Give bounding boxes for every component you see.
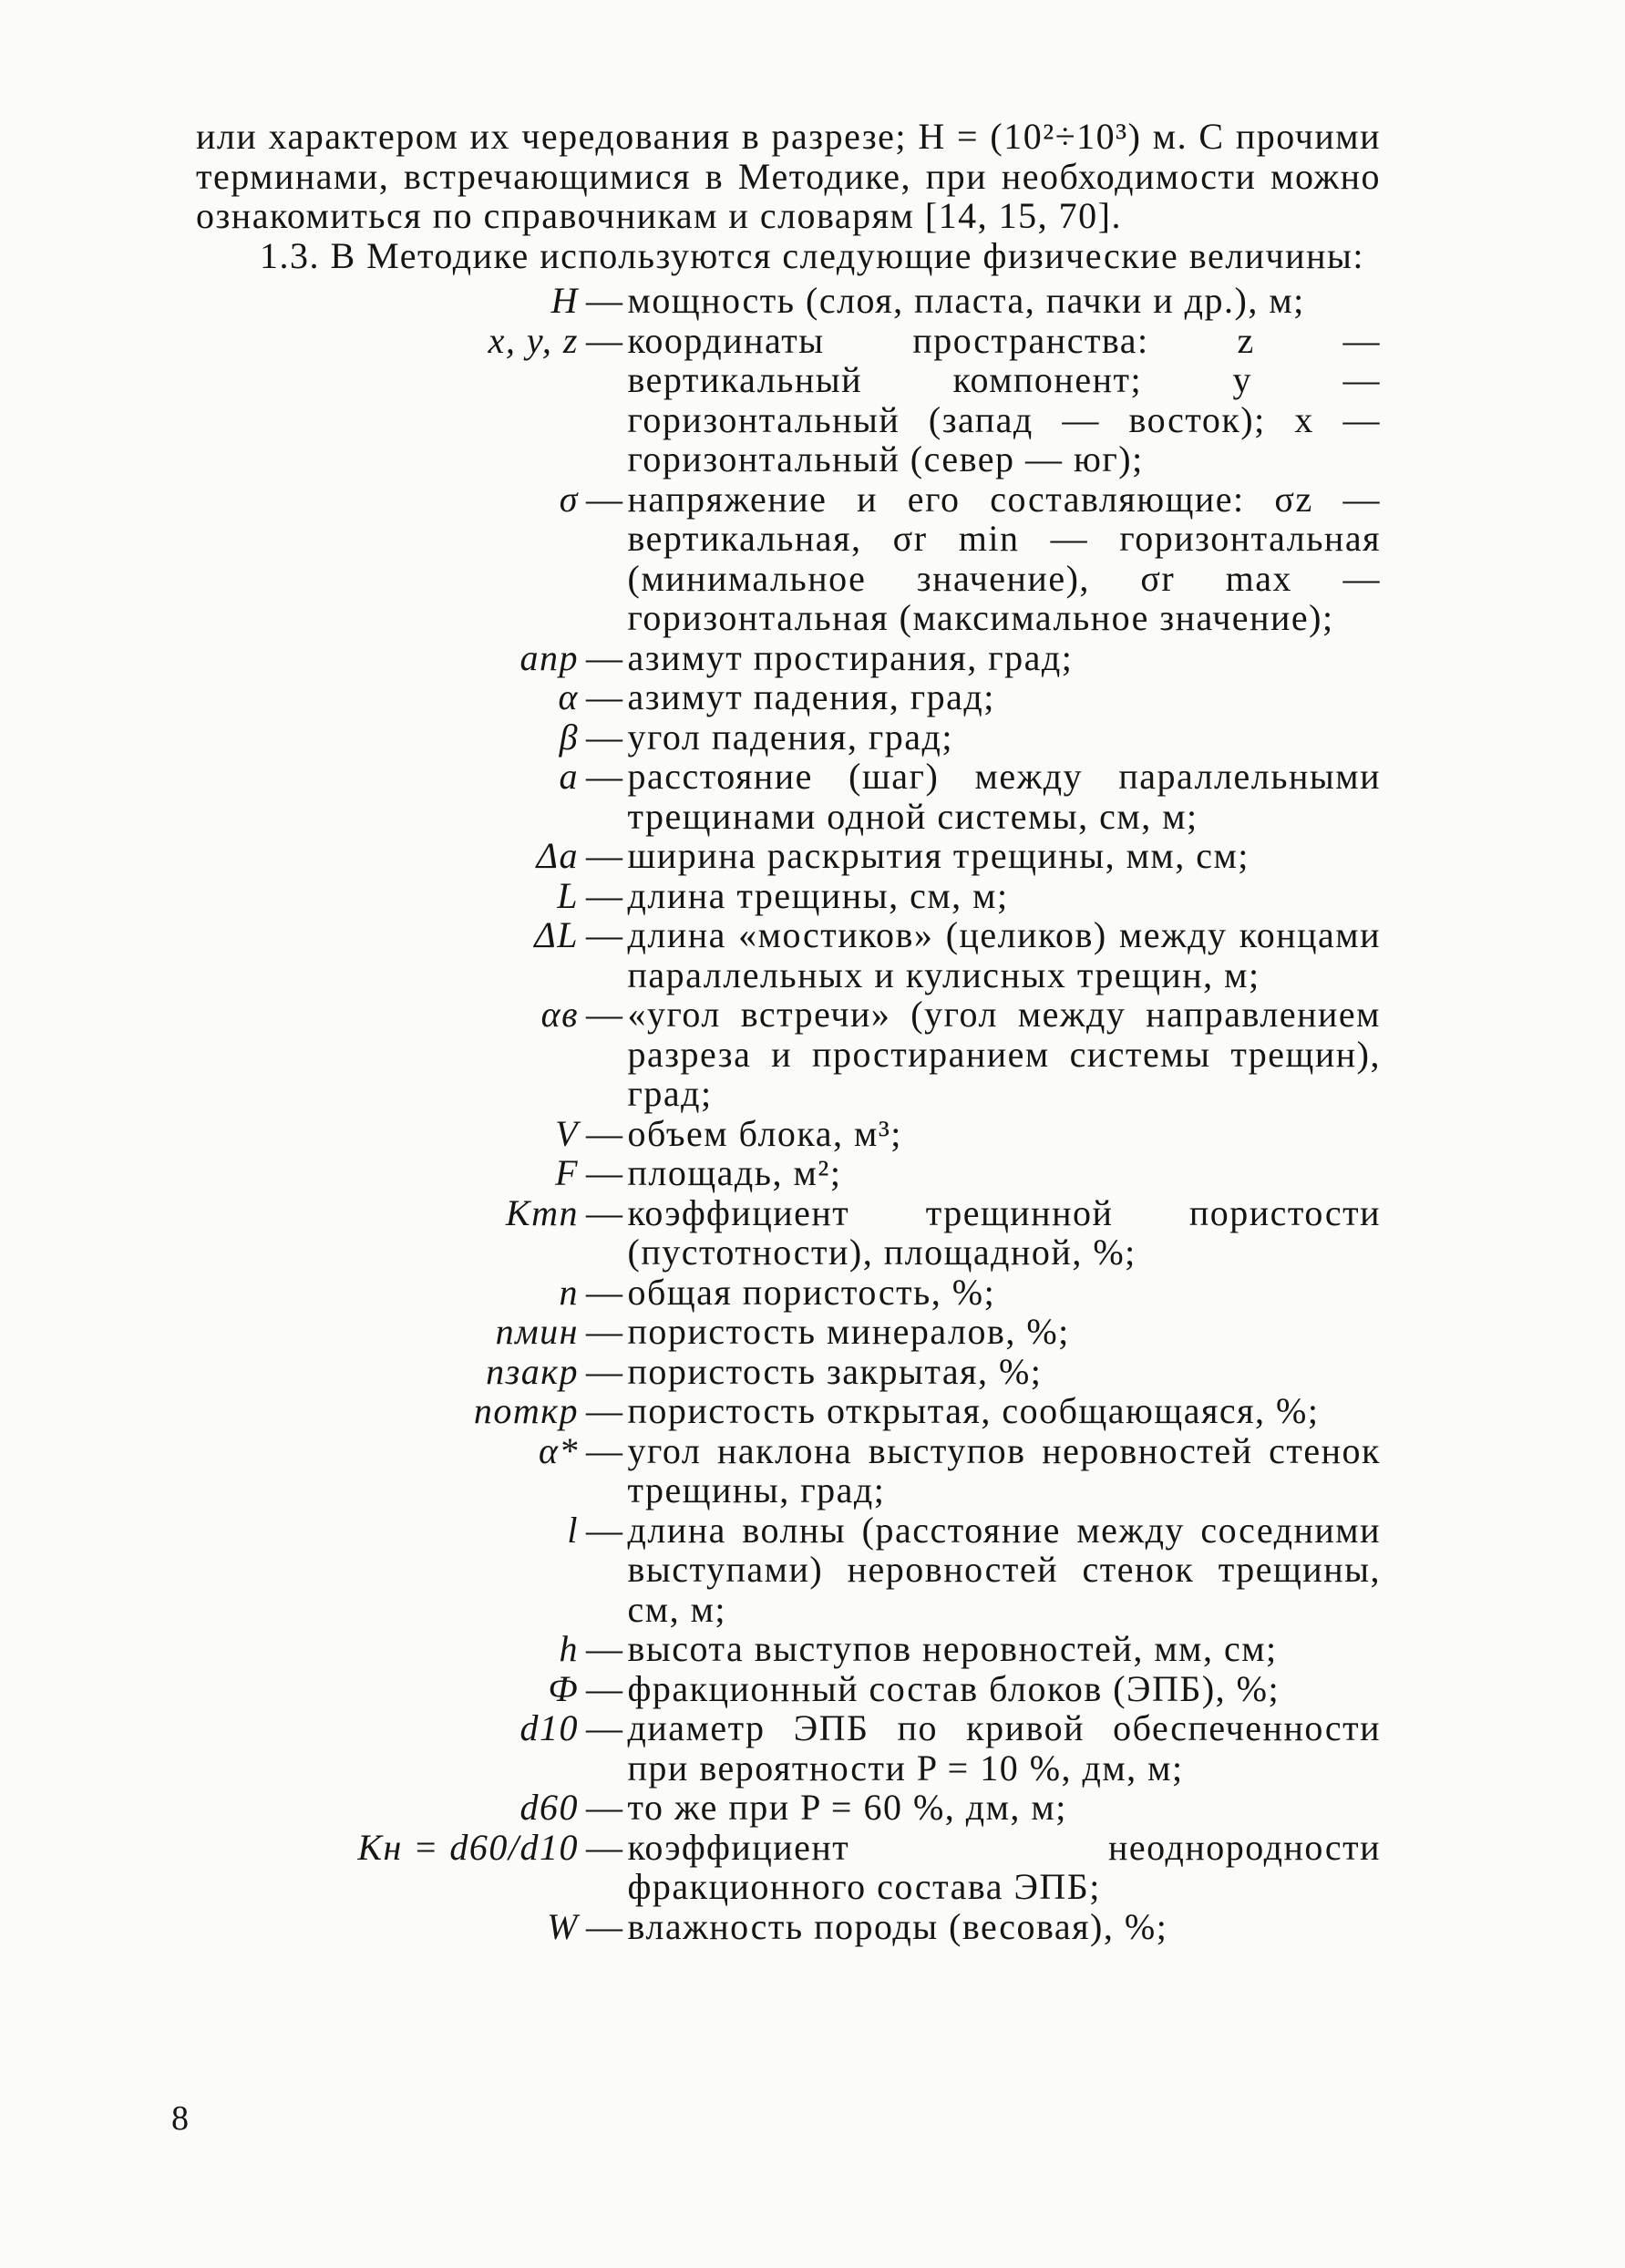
definition-dash: — <box>586 676 624 717</box>
definition-symbol: L <box>557 874 579 916</box>
definition-dash: — <box>586 1390 624 1431</box>
definition-symbol: a <box>559 756 579 797</box>
definition-dash: — <box>586 1509 624 1551</box>
definition-symbol: W <box>547 1905 579 1947</box>
definition-dash: — <box>586 1191 624 1233</box>
definition-text: пористость закрытая, %; <box>627 1350 1043 1392</box>
definition-item <box>196 836 1381 876</box>
definition-dash: — <box>586 478 624 520</box>
definition-text: азимут простирания, град; <box>627 636 1074 678</box>
definition-item <box>196 479 1381 638</box>
definition-symbol: nмин <box>495 1311 579 1352</box>
definition-dash: — <box>586 636 624 678</box>
definition-dash: — <box>586 1628 624 1669</box>
definition-symbol: α <box>558 676 579 717</box>
definition-item <box>196 1114 1381 1154</box>
definition-symbol: Kтп <box>505 1191 579 1233</box>
definition-text: длина «мостиков» (целиков) между концами параллельных и кулисных трещин, м; <box>627 914 1381 995</box>
definition-dash: — <box>586 1905 624 1947</box>
definition-symbol: aпр <box>519 636 579 678</box>
definition-dash: — <box>586 914 624 955</box>
page-number: 8 <box>171 2099 189 2138</box>
definition-item <box>196 1708 1381 1788</box>
definition-item <box>196 915 1381 995</box>
definition-item <box>196 876 1381 916</box>
definition-symbol: l <box>567 1509 579 1551</box>
definition-dash: — <box>586 1826 624 1868</box>
definition-text: ширина раскрытия трещины, мм, см; <box>627 835 1250 876</box>
definition-item <box>196 321 1381 479</box>
definition-symbol: Kн = d60/d10 <box>357 1826 579 1868</box>
definition-symbol: α* <box>539 1429 579 1471</box>
definition-text: объем блока, м³; <box>627 1112 902 1154</box>
definition-symbol: Ф <box>548 1667 579 1709</box>
definition-symbol: Δa <box>536 835 579 876</box>
definition-item <box>196 1788 1381 1828</box>
definition-item <box>196 1273 1381 1313</box>
definition-dash: — <box>586 1271 624 1313</box>
definition-item <box>196 1510 1381 1630</box>
definition-item <box>196 717 1381 758</box>
definition-item <box>196 995 1381 1114</box>
definition-item <box>196 1907 1381 1947</box>
intro-paragraph: или характером их чередования в разрезе; H = (10²÷10³) м. С прочими терминами, встречающимися в Методике, при необходимости можно ознакомиться по справочникам и словарям [14, 15, 70]. <box>196 116 1381 236</box>
definition-text: угол наклона выступов неровностей стенок трещины, град; <box>627 1429 1381 1510</box>
definition-text: площадь, м²; <box>627 1152 842 1193</box>
definition-symbol: n <box>559 1271 579 1313</box>
definition-symbol: V <box>555 1112 579 1154</box>
definition-text: фракционный состав блоков (ЭПБ), %; <box>627 1667 1280 1709</box>
definition-item <box>196 1312 1381 1352</box>
definition-dash: — <box>586 835 624 876</box>
definition-symbol: αв <box>540 994 579 1035</box>
definition-item <box>196 1431 1381 1510</box>
definition-item <box>196 757 1381 836</box>
definition-item <box>196 638 1381 678</box>
definition-dash: — <box>586 1112 624 1154</box>
definition-text: напряжение и его составляющие: σz — вертикальная, σr min — горизонтальная (минимальное значение), σr max — горизонтальная (максимальное значение); <box>627 478 1381 638</box>
definition-symbol: ΔL <box>534 914 579 955</box>
definition-text: диаметр ЭПБ по кривой обеспеченности при вероятности P = 10 %, дм, м; <box>627 1707 1381 1789</box>
definition-symbol: h <box>559 1628 579 1669</box>
definition-text: высота выступов неровностей, мм, см; <box>627 1628 1278 1669</box>
definition-item <box>196 1629 1381 1669</box>
definition-text: длина волны (расстояние между соседними выступами) неровностей стенок трещины, см, м; <box>627 1509 1381 1630</box>
definition-item <box>196 1669 1381 1709</box>
definition-text: длина трещины, см, м; <box>627 874 1009 916</box>
definition-text: «угол встречи» (угол между направлением разреза и простиранием системы трещин), град; <box>627 994 1381 1114</box>
definition-dash: — <box>586 716 624 758</box>
definition-dash: — <box>586 874 624 916</box>
definition-symbol: x, y, z <box>488 319 579 361</box>
definition-item <box>196 1352 1381 1392</box>
definition-symbol: d10 <box>519 1707 579 1748</box>
definition-item <box>196 1391 1381 1431</box>
definition-text: то же при P = 60 %, дм, м; <box>627 1787 1067 1828</box>
definition-text: расстояние (шаг) между параллельными трещинами одной системы, см, м; <box>627 756 1381 837</box>
definition-dash: — <box>586 319 624 361</box>
page-body <box>196 117 1381 1946</box>
definition-text: коэффициент трещинной пористости (пустотности), площадной, %; <box>627 1191 1381 1273</box>
definition-dash: — <box>586 1787 624 1828</box>
definition-dash: — <box>586 1152 624 1193</box>
definition-dash: — <box>586 1350 624 1392</box>
definition-symbol: σ <box>559 478 579 520</box>
definition-symbol: β <box>559 716 579 758</box>
definition-dash: — <box>586 1311 624 1352</box>
section-paragraph: 1.3. В Методике используются следующие физические величины: <box>260 234 1364 276</box>
definition-dash: — <box>586 756 624 797</box>
definition-item <box>196 281 1381 321</box>
definition-text: общая пористость, %; <box>627 1271 996 1313</box>
definition-dash: — <box>586 1707 624 1748</box>
definition-dash: — <box>586 280 624 321</box>
definition-text: угол падения, град; <box>627 716 953 758</box>
definition-text: мощность (слоя, пласта, пачки и др.), м; <box>627 280 1305 321</box>
definition-text: пористость минералов, %; <box>627 1311 1070 1352</box>
definition-dash: — <box>586 994 624 1035</box>
definition-item <box>196 1153 1381 1193</box>
definition-text: координаты пространства: z — вертикальный компонент; y — горизонтальный (запад — восток); x — горизонтальный (север — юг); <box>627 319 1381 479</box>
definition-symbol: F <box>555 1152 579 1193</box>
definition-text: коэффициент неоднородности фракционного состава ЭПБ; <box>627 1826 1381 1907</box>
definition-item <box>196 677 1381 717</box>
definition-item <box>196 1193 1381 1273</box>
definition-text: пористость открытая, сообщающаяся, %; <box>627 1390 1320 1431</box>
definition-text: азимут падения, град; <box>627 676 995 717</box>
definition-symbol: nоткр <box>473 1390 579 1431</box>
definition-symbol: nзакр <box>486 1350 579 1392</box>
definition-dash: — <box>586 1429 624 1471</box>
definition-dash: — <box>586 1667 624 1709</box>
definition-item <box>196 1828 1381 1907</box>
definitions-list <box>196 281 1381 1946</box>
definition-symbol: H <box>550 280 579 321</box>
definition-symbol: d60 <box>519 1787 579 1828</box>
definition-text: влажность породы (весовая), %; <box>627 1905 1168 1947</box>
